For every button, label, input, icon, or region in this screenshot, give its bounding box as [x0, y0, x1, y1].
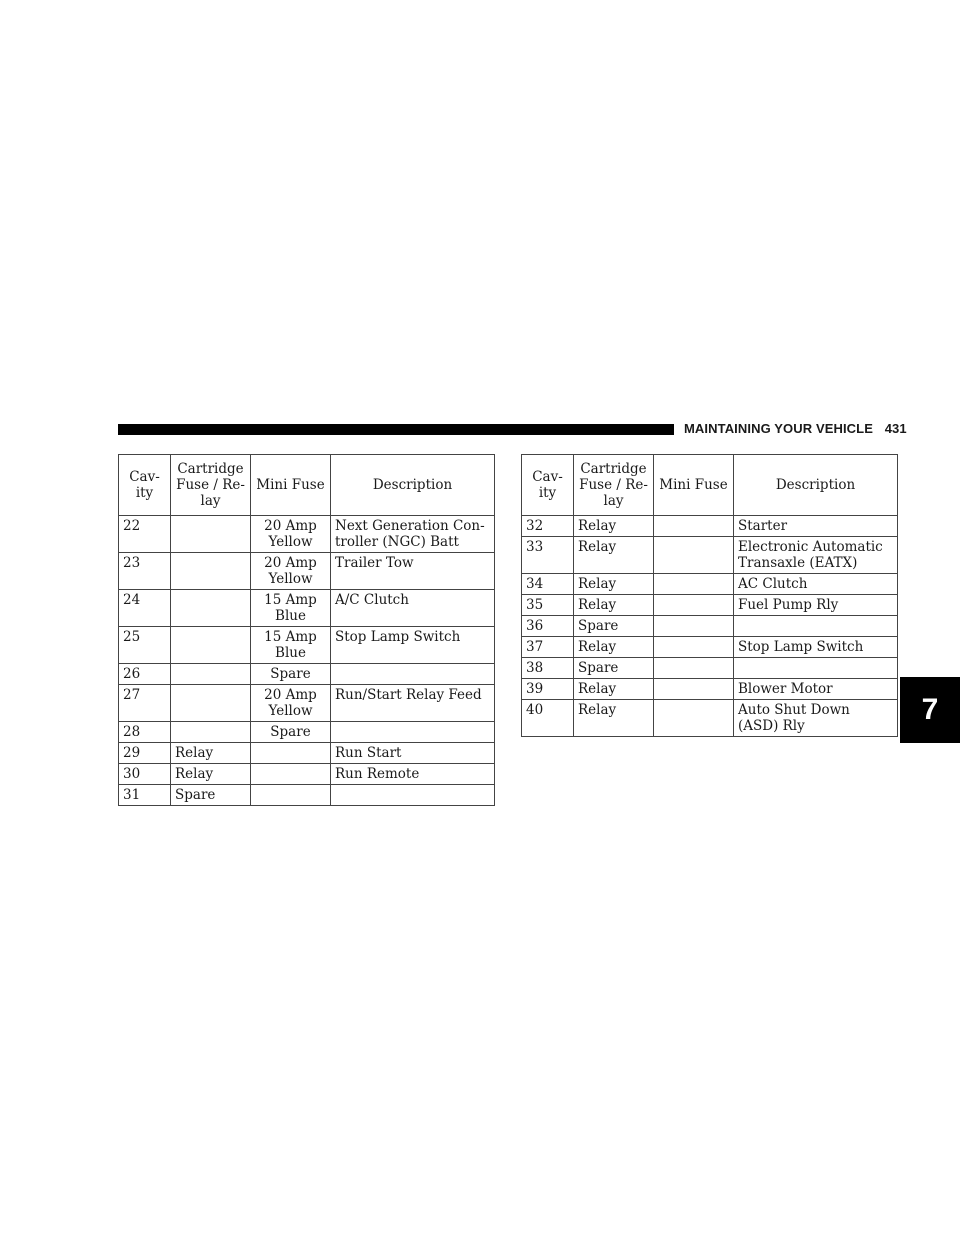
cell-mini-fuse: Spare	[251, 664, 331, 685]
fuse-table-right	[521, 454, 898, 737]
table-header-row	[522, 455, 898, 516]
cell-mini-fuse	[654, 616, 734, 637]
cell-cartridge	[171, 627, 251, 664]
cell-description	[331, 785, 495, 806]
cell-mini-fuse	[654, 595, 734, 616]
cell-cartridge: Spare	[574, 616, 654, 637]
cell-cavity: 36	[522, 616, 574, 637]
cell-cartridge: Relay	[574, 537, 654, 574]
header-cartridge: Cartridge Fuse / Re- lay	[171, 455, 251, 516]
page-number: 431	[884, 421, 907, 436]
cell-description: Stop Lamp Switch	[331, 627, 495, 664]
cell-cavity: 27	[119, 685, 171, 722]
table-row	[522, 658, 898, 679]
cell-mini-fuse	[654, 700, 734, 737]
cell-cartridge	[171, 553, 251, 590]
table-row	[119, 553, 495, 590]
cell-description: Run Start	[331, 743, 495, 764]
cell-cartridge	[171, 590, 251, 627]
table-row	[522, 700, 898, 737]
cell-mini-fuse	[654, 637, 734, 658]
cell-cavity: 24	[119, 590, 171, 627]
cell-cavity: 35	[522, 595, 574, 616]
header-cavity: Cav- ity	[119, 455, 171, 516]
running-header	[684, 421, 907, 436]
cell-cavity: 26	[119, 664, 171, 685]
cell-description	[734, 616, 898, 637]
cell-mini-fuse	[654, 658, 734, 679]
table-row	[119, 743, 495, 764]
cell-cartridge	[171, 664, 251, 685]
cell-cartridge: Relay	[574, 679, 654, 700]
cell-cartridge: Spare	[171, 785, 251, 806]
header-description: Description	[734, 455, 898, 516]
cell-cavity: 40	[522, 700, 574, 737]
table-row	[119, 764, 495, 785]
cell-mini-fuse: Spare	[251, 722, 331, 743]
cell-description: Starter	[734, 516, 898, 537]
cell-cartridge	[171, 685, 251, 722]
cell-description: Run Remote	[331, 764, 495, 785]
cell-cartridge: Relay	[574, 595, 654, 616]
cell-cartridge: Relay	[574, 700, 654, 737]
section-title: MAINTAINING YOUR VEHICLE	[684, 421, 873, 436]
cell-description: Trailer Tow	[331, 553, 495, 590]
cell-mini-fuse	[251, 785, 331, 806]
table-row	[522, 537, 898, 574]
cell-mini-fuse	[251, 743, 331, 764]
table-header-row	[119, 455, 495, 516]
cell-cavity: 31	[119, 785, 171, 806]
header-mini-fuse: Mini Fuse	[251, 455, 331, 516]
cell-cartridge: Relay	[171, 743, 251, 764]
header-description: Description	[331, 455, 495, 516]
cell-cartridge: Relay	[574, 574, 654, 595]
cell-description	[331, 722, 495, 743]
cell-cavity: 23	[119, 553, 171, 590]
table-row	[119, 590, 495, 627]
cell-description: Next Generation Con- troller (NGC) Batt	[331, 516, 495, 553]
cell-cartridge: Relay	[574, 637, 654, 658]
table-row	[522, 679, 898, 700]
cell-description: Fuel Pump Rly	[734, 595, 898, 616]
cell-cavity: 34	[522, 574, 574, 595]
table-row	[522, 616, 898, 637]
cell-cartridge	[171, 722, 251, 743]
cell-mini-fuse: 15 Amp Blue	[251, 627, 331, 664]
cell-mini-fuse: 20 Amp Yellow	[251, 685, 331, 722]
cell-cartridge	[171, 516, 251, 553]
header-cartridge: Cartridge Fuse / Re- lay	[574, 455, 654, 516]
table-row	[522, 516, 898, 537]
fuse-table-left	[118, 454, 495, 806]
table-row	[119, 685, 495, 722]
cell-cavity: 30	[119, 764, 171, 785]
cell-mini-fuse: 15 Amp Blue	[251, 590, 331, 627]
cell-mini-fuse	[251, 764, 331, 785]
table-row	[119, 664, 495, 685]
cell-description: Auto Shut Down (ASD) Rly	[734, 700, 898, 737]
table-row	[119, 516, 495, 553]
table-row	[522, 574, 898, 595]
header-mini-fuse: Mini Fuse	[654, 455, 734, 516]
cell-mini-fuse	[654, 537, 734, 574]
cell-description: A/C Clutch	[331, 590, 495, 627]
cell-cavity: 37	[522, 637, 574, 658]
cell-description: Run/Start Relay Feed	[331, 685, 495, 722]
cell-cartridge: Relay	[171, 764, 251, 785]
cell-cartridge: Relay	[574, 516, 654, 537]
chapter-tab: 7	[900, 677, 960, 743]
cell-description: Blower Motor	[734, 679, 898, 700]
cell-cavity: 39	[522, 679, 574, 700]
cell-mini-fuse	[654, 516, 734, 537]
cell-cavity: 33	[522, 537, 574, 574]
cell-cartridge: Spare	[574, 658, 654, 679]
table-row	[119, 785, 495, 806]
table-row	[119, 722, 495, 743]
cell-description: Electronic Automatic Transaxle (EATX)	[734, 537, 898, 574]
cell-mini-fuse	[654, 574, 734, 595]
cell-cavity: 38	[522, 658, 574, 679]
cell-cavity: 25	[119, 627, 171, 664]
header-cavity: Cav- ity	[522, 455, 574, 516]
cell-mini-fuse	[654, 679, 734, 700]
cell-description	[734, 658, 898, 679]
cell-mini-fuse: 20 Amp Yellow	[251, 553, 331, 590]
cell-mini-fuse: 20 Amp Yellow	[251, 516, 331, 553]
header-rule	[118, 424, 674, 435]
cell-cavity: 28	[119, 722, 171, 743]
cell-cavity: 22	[119, 516, 171, 553]
table-row	[119, 627, 495, 664]
cell-description: Stop Lamp Switch	[734, 637, 898, 658]
table-row	[522, 637, 898, 658]
cell-description: AC Clutch	[734, 574, 898, 595]
cell-cavity: 32	[522, 516, 574, 537]
cell-description	[331, 664, 495, 685]
table-row	[522, 595, 898, 616]
cell-cavity: 29	[119, 743, 171, 764]
